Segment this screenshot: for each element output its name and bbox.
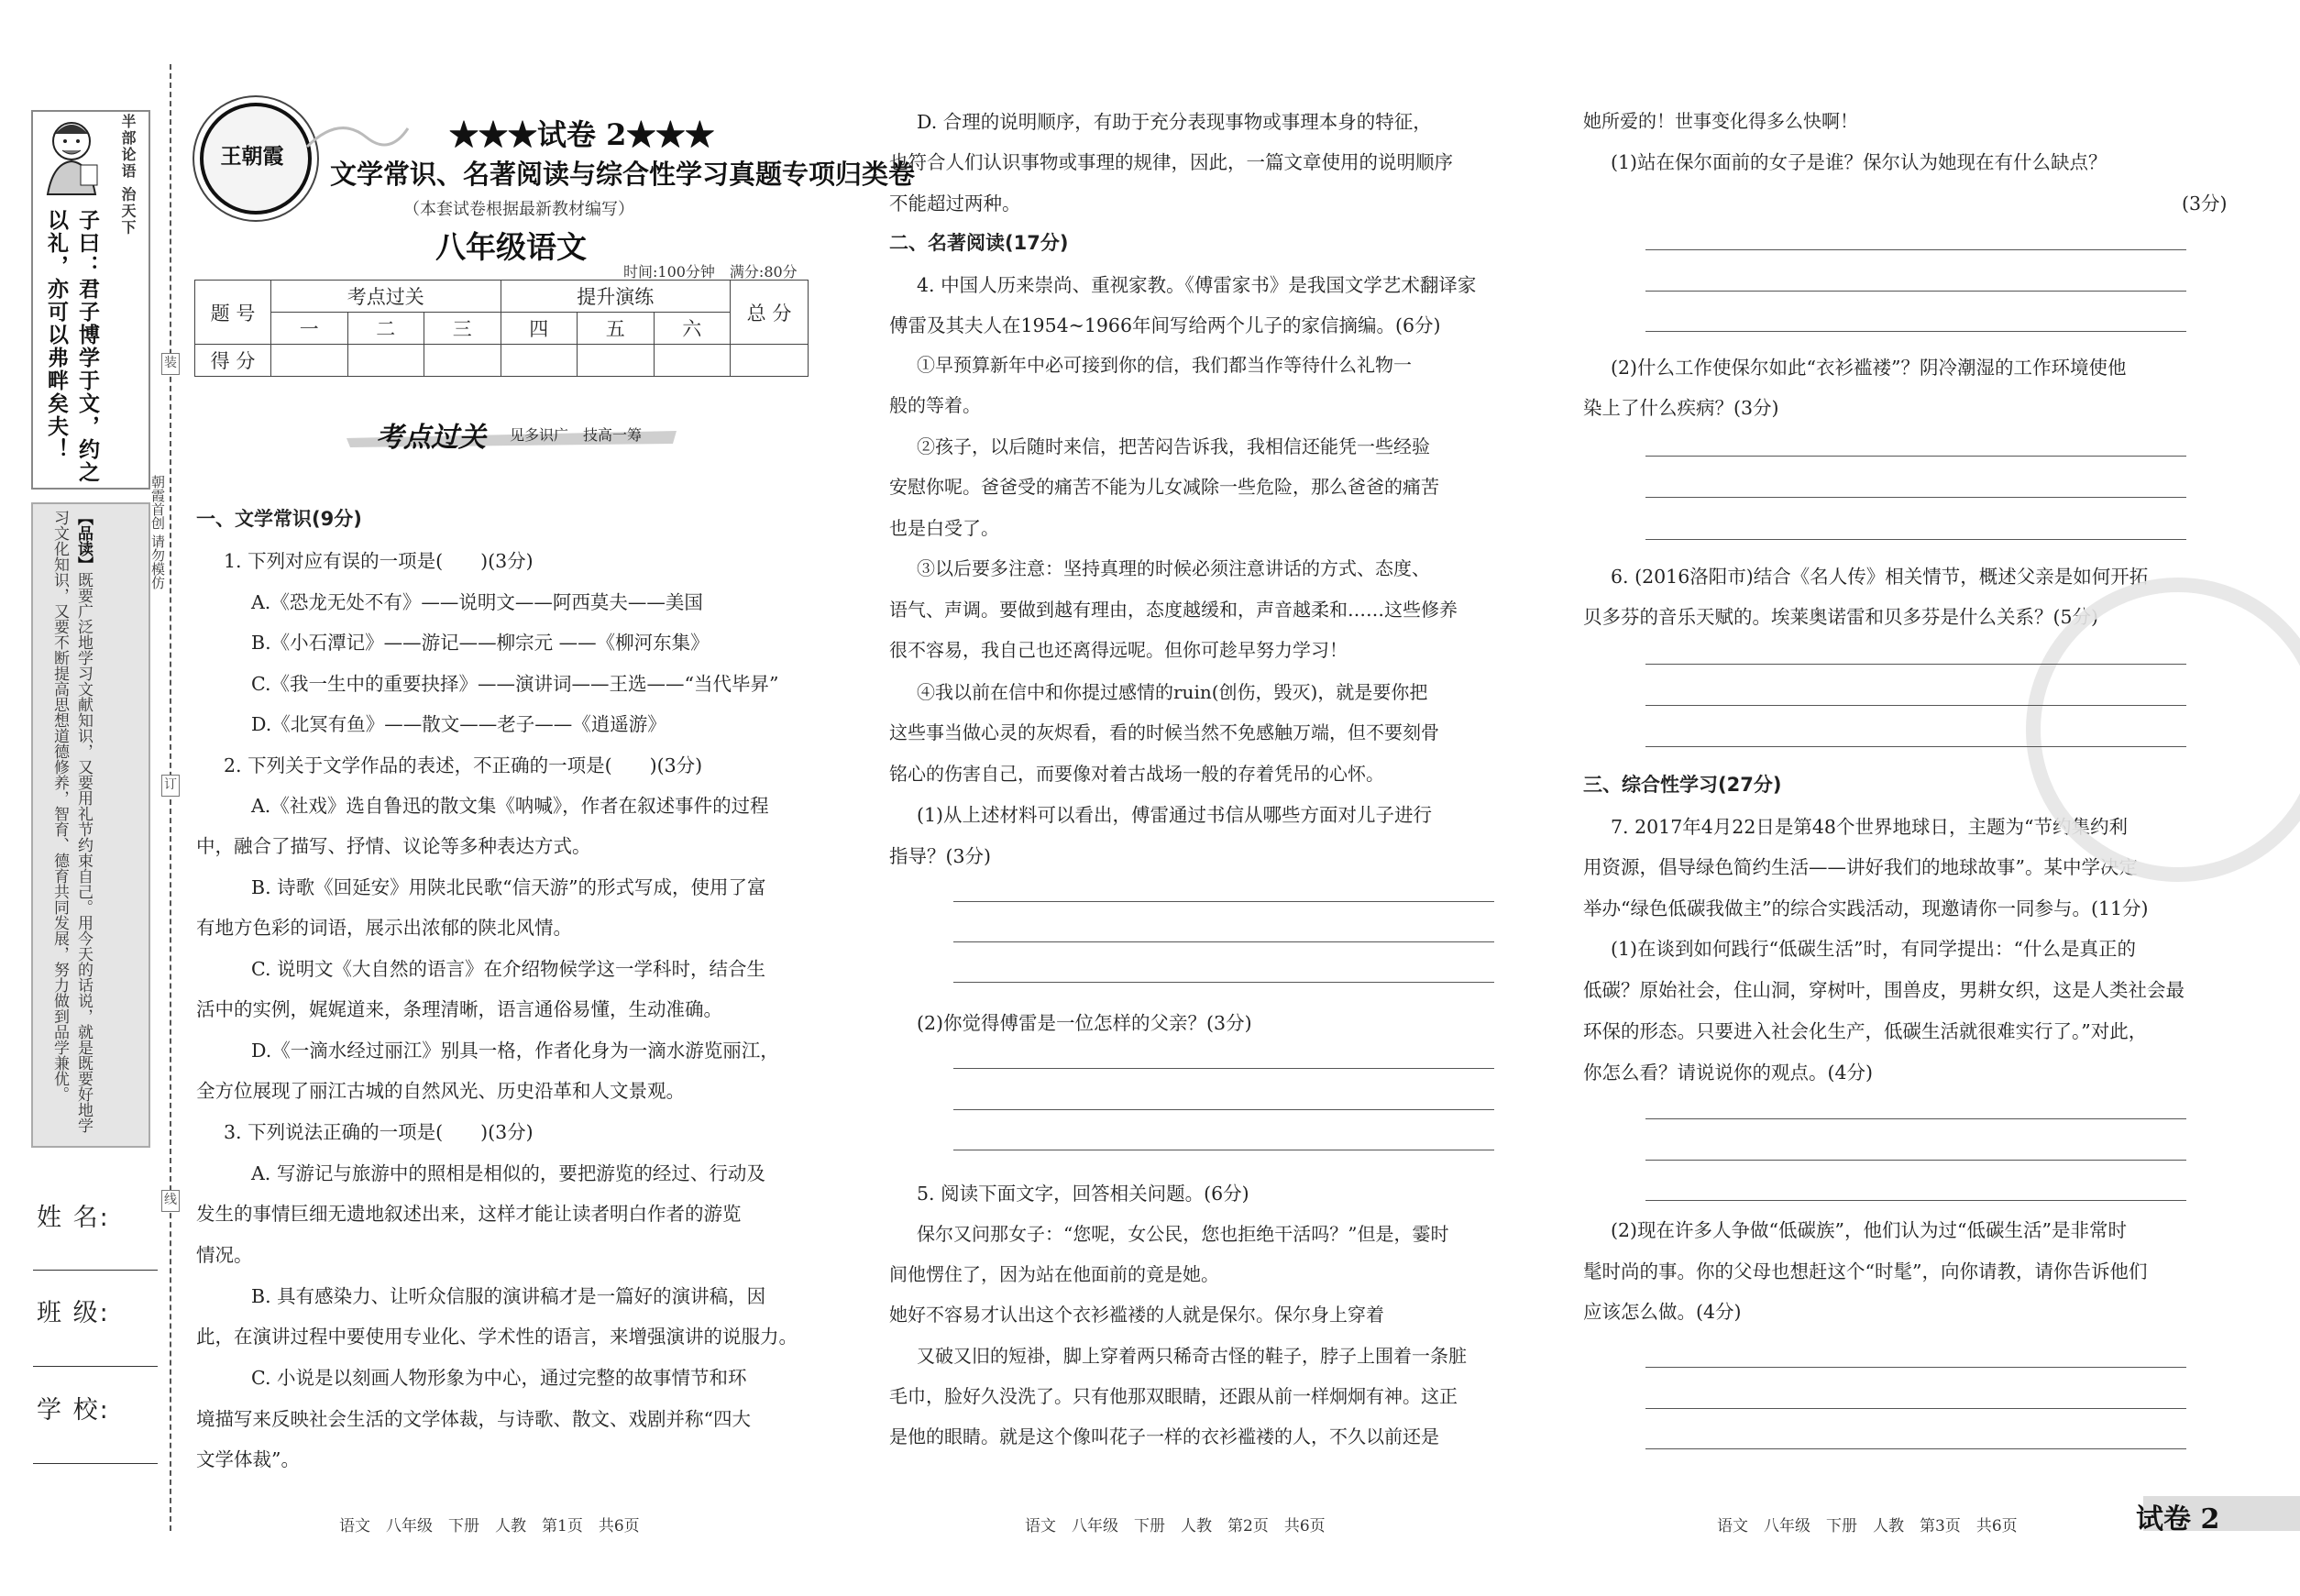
page2-line: 又破又旧的短褂，脚上穿着两只稀奇古怪的鞋子，脖子上围着一条脏 [917,1345,1467,1367]
answer-line[interactable] [1645,1118,2186,1119]
page2-line: 傅雷及其夫人在1954~1966年间写给两个儿子的家信摘编。(6分) [889,314,1441,336]
page3-line: 应该怎么做。(4分) [1583,1301,1742,1323]
page1-line: 中，融合了描写、抒情、议论等多种表达方式。 [196,835,591,857]
answer-line[interactable] [1645,331,2186,332]
answer-line[interactable] [1645,539,2186,540]
exam-title: 文学常识、名著阅读与综合性学习真题专项归类卷 [330,159,916,190]
page2-line: 4. 中国人历来崇尚、重视家教。《傅雷家书》是我国文学艺术翻译家 [917,274,1477,296]
page1-line: B. 具有感染力、让听众信服的演讲稿才是一篇好的演讲稿，因 [251,1285,766,1307]
answer-line[interactable] [1645,664,2186,665]
page3-line: 用资源，倡导绿色简约生活——讲好我们的地球故事”。某中学决定 [1583,856,2138,878]
score-table-header-total: 总 分 [731,281,809,345]
page2-line: 这些事当做心灵的灰烬看，看的时候当然不免感触万端，但不要刻骨 [889,721,1439,743]
page3-line: 你怎么看？请说说你的观点。(4分) [1583,1062,1874,1084]
page3-line: 环保的形态。只要进入社会化生产，低碳生活就很难实行了。”对此， [1583,1020,2148,1042]
answer-line[interactable] [1645,497,2186,498]
page1-line: A. 写游记与旅游中的照相是相似的，要把游览的经过、行动及 [251,1162,765,1184]
score-table-col: 三 [424,313,501,345]
exam-note: （本套试卷根据最新教材编写） [403,200,634,219]
copyright-note: 朝霞首创 请勿模仿 [149,475,166,589]
exam-time-info: 时间:100分钟 满分:80分 [623,263,798,281]
page2-line: 指导？(3分) [889,845,992,867]
pindu-text [48,510,95,1133]
page1-line: 文学体裁”。 [196,1448,300,1470]
page2-line: ②孩子，以后随时来信，把苦闷告诉我，我相信还能凭一些经验 [917,435,1430,457]
score-table-col: 六 [654,313,731,345]
pindu-label: 【品读】 [74,510,93,572]
score-cell[interactable] [424,345,501,377]
score-cell[interactable] [731,345,809,377]
page1-line: 1. 下列对应有误的一项是( )(3分) [224,550,534,572]
page1-line: B. 诗歌《回延安》用陕北民歌“信天游”的形式写成，使用了富 [251,876,766,898]
answer-line[interactable] [1645,456,2186,457]
answer-line[interactable] [1645,1200,2186,1201]
school-label: 学 校: [37,1396,110,1425]
answer-line[interactable] [1645,291,2186,292]
cut-mark-zhuang: 装 [161,353,180,375]
page2-line: D. 合理的说明顺序，有助于充分表现事物或事理本身的特征， [917,111,1432,133]
answer-line[interactable] [1645,746,2186,747]
page2-line: ④我以前在信中和你提过感情的ruin(创伤，毁灭)，就是要你把 [917,681,1428,703]
answer-line[interactable] [953,1109,1494,1110]
binding-cut-line [170,64,171,1531]
page3-line: 她所爱的！世事变化得多么快啊！ [1583,110,1858,132]
page1-line: 境描写来反映社会生活的文学体裁，与诗歌、散文、戏剧并称“四大 [196,1408,751,1430]
page1-line: 2. 下列关于文学作品的表述，不正确的一项是( )(3分) [224,754,703,776]
score-cell[interactable] [578,345,655,377]
answer-line[interactable] [1645,1367,2186,1368]
page2-line: 不能超过两种。 [889,193,1021,215]
score-table [194,280,809,377]
answer-line[interactable] [953,941,1494,942]
page2-line: 是他的眼睛。就是这个像叫花子一样的衣衫褴褛的人，不久以前还是 [889,1425,1439,1447]
page1-line: 一、文学常识(9分) [196,508,362,530]
page3-line: (1)在谈到如何践行“低碳生活”时，有同学提出：“什么是真正的 [1611,938,2136,960]
answer-line[interactable] [953,901,1494,902]
page3-line: 髦时尚的事。你的父母也想赶这个“时髦”，向你请教，请你告诉他们 [1583,1260,2148,1282]
page3-line: 举办“绿色低碳我做主”的综合实践活动，现邀请你一同参与。(11分) [1583,897,2149,919]
score-cell[interactable] [271,345,348,377]
strip-banner: 半部论语 治天下 [119,114,137,237]
page1-line: C. 小说是以刻画人物形象为中心，通过完整的故事情节和环 [251,1367,747,1389]
score-table-row-label: 得 分 [195,345,271,377]
confucius-cartoon-icon [35,114,110,196]
page3-line: 染上了什么疾病？(3分) [1583,397,1779,419]
school-field[interactable] [33,1463,158,1464]
score-table-col: 二 [347,313,424,345]
page1-line: 3. 下列说法正确的一项是( )(3分) [224,1121,534,1143]
cut-mark-ding: 订 [161,775,180,797]
page2-line: 语气、声调。要做到越有理由，态度越缓和，声音越柔和……这些修养 [889,599,1458,621]
pindu-body: 既要广泛地学习文献知识，又要用礼节约束自己。用今天的话说，就是既要好地学习文化知识，又要不断提高思想道德修养，智育、德育共同发展，努力做到品学兼优。 [50,510,93,1133]
page2-line: 也符合人们认识事物或事理的规律，因此，一篇文章使用的说明顺序 [889,151,1453,173]
page3-line: (3分) [2182,193,2228,215]
page1-line: A.《恐龙无处不有》——说明文——阿西莫夫——美国 [251,591,703,613]
page1-line: 此，在演讲过程中要使用专业化、学术性的语言，来增强演讲的说服力。 [196,1326,798,1348]
page2-line: ③以后要多注意：坚持真理的时候必须注意讲话的方式、态度、 [917,557,1430,579]
answer-line[interactable] [1645,1408,2186,1409]
page3-line: 三、综合性学习(27分) [1583,774,1782,796]
answer-line[interactable] [1645,1160,2186,1161]
cut-mark-xian: 线 [161,1190,180,1212]
page3-line: 7. 2017年4月22日是第48个世界地球日，主题为“节约集约利 [1611,816,2128,838]
name-field[interactable] [33,1270,158,1271]
page2-line: ①早预算新年中必可接到你的信，我们都当作等待什么礼物一 [917,354,1412,376]
page1-line: B.《小石潭记》——游记——柳宗元 ——《柳河东集》 [251,632,710,654]
score-table-col: 五 [578,313,655,345]
page1-line: 有地方色彩的词语，展示出浓郁的陕北风情。 [196,917,572,939]
page3-line: (1)站在保尔面前的女子是谁？保尔认为她现在有什么缺点？ [1611,151,2107,173]
answer-line[interactable] [1645,249,2186,250]
page1-line: C. 说明文《大自然的语言》在介绍物候学这一学科时，结合生 [251,958,765,980]
answer-line[interactable] [953,1068,1494,1069]
page3-line: (2)现在许多人争做“低碳族”，他们认为过“低碳生活”是非常时 [1611,1219,2127,1241]
page1-line: A.《社戏》选自鲁迅的散文集《呐喊》，作者在叙述事件的过程 [251,795,769,817]
answer-line[interactable] [1645,1448,2186,1449]
page3-line: (2)什么工作使保尔如此“衣衫褴褛”？阴冷潮湿的工作环境使他 [1611,357,2127,379]
footer-page-2: 语文 八年级 下册 人教 第2页 共6页 [1025,1517,1326,1535]
score-table-col: 四 [501,313,578,345]
page2-line: 安慰你呢。爸爸受的痛苦不能为儿女减除一些危险，那么爸爸的痛苦 [889,476,1439,498]
score-cell[interactable] [501,345,578,377]
page2-line: 她好不容易才认出这个衣衫褴褛的人就是保尔。保尔身上穿着 [889,1304,1384,1326]
footer-page-3: 语文 八年级 下册 人教 第3页 共6页 [1717,1517,2018,1535]
brand-logo-text: 王朝霞 [220,144,284,169]
confucius-quote: 子曰：君子博学于文，约之以礼，亦可以弗畔矣夫！ [44,209,99,484]
page1-line: C.《我一生中的重要抉择》——演讲词——王选——“当代毕昇” [251,673,779,695]
page1-line: 全方位展现了丽江古城的自然风光、历史沿革和人文景观。 [196,1080,685,1102]
class-label: 班 级: [37,1299,110,1327]
page3-line: 低碳？原始社会，住山洞，穿树叶，围兽皮，男耕女织，这是人类社会最 [1583,979,2184,1001]
page2-line: 间他愣住了，因为站在他面前的竟是她。 [889,1263,1219,1285]
exam-grade: 八年级语文 [435,229,587,265]
name-label: 姓 名: [37,1204,110,1232]
page1-line: 情况。 [196,1244,253,1266]
page1-line: D.《一滴水经过丽江》别具一格，作者化身为一滴水游览丽江， [251,1040,779,1062]
footer-tag: 试卷 2 [2136,1503,2220,1535]
score-cell[interactable] [347,345,424,377]
page2-line: 也是白受了。 [889,517,999,539]
page2-line: 很不容易，我自己也还离得远呢。但你可趁早努力学习！ [889,639,1348,661]
page2-line: (1)从上述材料可以看出，傅雷通过书信从哪些方面对儿子进行 [917,804,1433,826]
score-cell[interactable] [654,345,731,377]
page3-line: 贝多芬的音乐天赋的。埃莱奥诺雷和贝多芬是什么关系？(5分) [1583,606,2099,628]
answer-line[interactable] [1645,705,2186,706]
section-banner-sub: 见多识广 技高一筹 [510,426,643,444]
class-field[interactable] [33,1366,158,1367]
page1-line: 发生的事情巨细无遗地叙述出来，这样才能让读者明白作者的游览 [196,1203,742,1225]
score-table-col: 一 [271,313,348,345]
page2-line: (2)你觉得傅雷是一位怎样的父亲？(3分) [917,1012,1252,1034]
answer-line[interactable] [953,982,1494,983]
page2-line: 二、名著阅读(17分) [889,232,1069,254]
exam-number: ★★★试卷 2★★★ [449,117,715,152]
page2-line: 5. 阅读下面文字，回答相关问题。(6分) [917,1183,1249,1205]
section-banner-title: 考点过关 [376,422,486,454]
page2-line: 毛巾，脸好久没洗了。只有他那双眼睛，还跟从前一样炯炯有神。这正 [889,1385,1458,1407]
page2-line: 保尔又问那女子：“您呢，女公民，您也拒绝干活吗？”但是，霎时 [917,1223,1449,1245]
page3-line: 6. (2016洛阳市)结合《名人传》相关情节，概述父亲是如何开拓 [1611,566,2149,588]
footer-page-1: 语文 八年级 下册 人教 第1页 共6页 [339,1517,640,1535]
page1-line: D.《北冥有鱼》——散文——老子——《逍遥游》 [251,713,666,735]
page2-line: 般的等着。 [889,394,981,416]
score-table-header-tisheng: 提升演练 [501,281,731,313]
page1-line: 活中的实例，娓娓道来，条理清晰，语言通俗易懂，生动准确。 [196,998,722,1020]
score-table-header-qnum: 题 号 [195,281,271,345]
page2-line: 铭心的伤害自己，而要像对着古战场一般的存着凭吊的心怀。 [889,763,1384,785]
score-table-header-kaodian: 考点过关 [271,281,501,313]
